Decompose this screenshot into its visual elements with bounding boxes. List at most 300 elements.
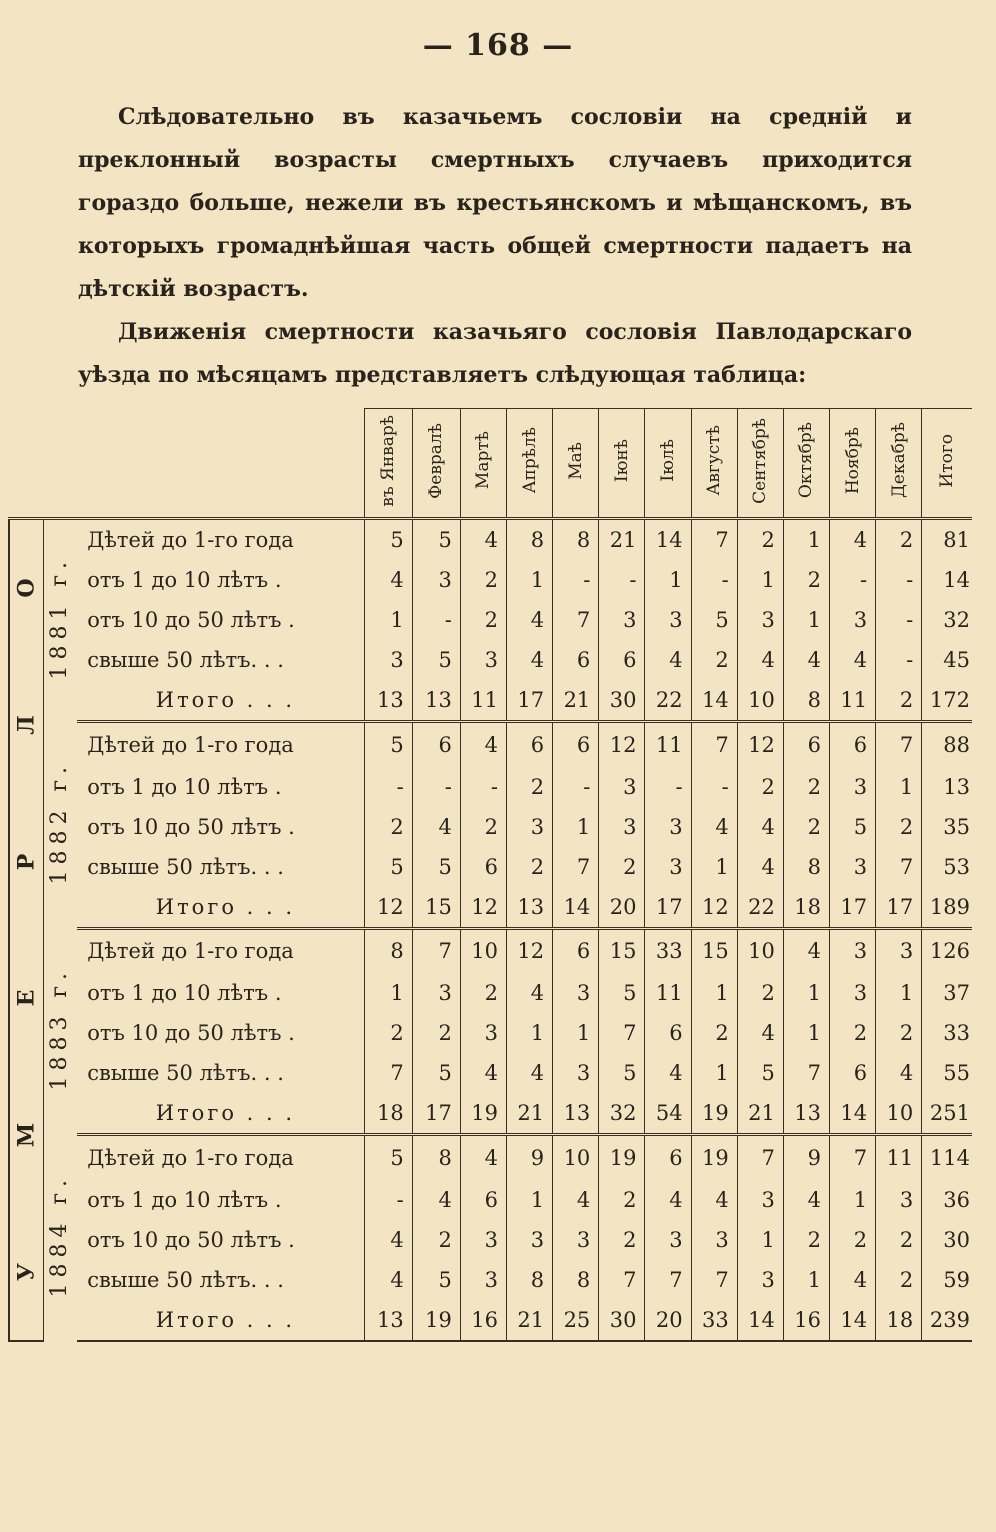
table-row [9, 807, 972, 847]
month-header [691, 409, 737, 519]
table-cell: 30 [922, 1220, 972, 1260]
table-row [9, 640, 972, 680]
table-cell: 4 [364, 560, 412, 600]
table-cell: 2 [876, 1220, 922, 1260]
table-cell: 88 [922, 722, 972, 767]
table-cell: 12 [460, 887, 506, 929]
table-cell: - [553, 767, 599, 807]
table-cell: 1 [507, 560, 553, 600]
table-row [9, 1220, 972, 1260]
year-label [43, 928, 77, 1135]
table-row [9, 519, 972, 561]
table-cell: 1 [364, 600, 412, 640]
table-cell: 1 [645, 560, 691, 600]
table-cell: 5 [737, 1053, 783, 1093]
table-cell: 2 [737, 767, 783, 807]
month-header [599, 409, 645, 519]
table-cell: - [553, 560, 599, 600]
table-cell: 16 [460, 1300, 506, 1341]
month-header-label: Декабрѣ [888, 422, 909, 499]
table-cell: 15 [691, 928, 737, 973]
table-cell: 4 [691, 1180, 737, 1220]
month-header [737, 409, 783, 519]
table-cell: 17 [645, 887, 691, 929]
table-cell: 11 [460, 680, 506, 722]
table-cell: 11 [876, 1135, 922, 1180]
table-cell: 1 [507, 1013, 553, 1053]
table-cell: 14 [553, 887, 599, 929]
table-cell: 4 [830, 519, 876, 561]
table-cell: 6 [553, 640, 599, 680]
table-cell: 3 [830, 767, 876, 807]
table-cell: 1 [553, 807, 599, 847]
table-cell: 10 [737, 928, 783, 973]
table-cell: 2 [364, 807, 412, 847]
table-cell: 5 [412, 847, 460, 887]
table-row [9, 847, 972, 887]
month-header [460, 409, 506, 519]
table-cell: 10 [553, 1135, 599, 1180]
table-cell: 6 [783, 722, 829, 767]
side-label-letter: О [13, 578, 40, 598]
table-cell: 114 [922, 1135, 972, 1180]
table-cell: 6 [460, 847, 506, 887]
table-cell: 7 [691, 519, 737, 561]
table-cell: 17 [876, 887, 922, 929]
table-cell: 59 [922, 1260, 972, 1300]
month-header-label: Маѣ [565, 441, 586, 480]
month-header-label: Октябрѣ [796, 422, 817, 499]
table-cell: 2 [876, 1013, 922, 1053]
month-header-label: Іюнѣ [611, 438, 632, 483]
table-cell: 4 [507, 1053, 553, 1093]
month-header [645, 409, 691, 519]
table-cell: - [364, 767, 412, 807]
age-group-label: свыше 50 лѣтъ. . . [87, 1061, 284, 1086]
table-cell: 2 [691, 1013, 737, 1053]
table-cell: - [460, 767, 506, 807]
table-cell: 8 [553, 1260, 599, 1300]
row-total-label: Итого . . . [77, 1300, 364, 1341]
table-cell: 7 [691, 1260, 737, 1300]
table-row [9, 600, 972, 640]
table-cell: 1 [364, 973, 412, 1013]
table-cell: 4 [876, 1053, 922, 1093]
table-cell: 7 [553, 600, 599, 640]
table-cell: 1 [507, 1180, 553, 1220]
table-cell: 2 [460, 600, 506, 640]
table-cell: 3 [830, 928, 876, 973]
age-group-label: Дѣтей до 1-го года [87, 1146, 294, 1171]
mortality-table [8, 408, 972, 1342]
table-cell: 3 [599, 600, 645, 640]
month-header-label: Іюлѣ [658, 439, 678, 482]
table-cell: 2 [783, 807, 829, 847]
table-row [9, 1180, 972, 1220]
table-cell: 2 [599, 1180, 645, 1220]
age-group-label: Дѣтей до 1-го года [87, 732, 294, 757]
table-cell: 5 [412, 519, 460, 561]
table-cell: 14 [922, 560, 972, 600]
table-cell: 12 [364, 887, 412, 929]
table-cell: 4 [783, 640, 829, 680]
table-cell: 1 [737, 560, 783, 600]
table-cell: 7 [599, 1260, 645, 1300]
table-cell: 2 [737, 973, 783, 1013]
table-cell: 12 [691, 887, 737, 929]
table-cell: 3 [460, 1013, 506, 1053]
table-cell: 2 [830, 1220, 876, 1260]
table-cell: 5 [412, 640, 460, 680]
table-cell: 20 [645, 1300, 691, 1341]
table-cell: 19 [412, 1300, 460, 1341]
table-row [9, 887, 972, 929]
month-header [922, 409, 972, 519]
table-cell: 7 [691, 722, 737, 767]
table-row [9, 1260, 972, 1300]
table-cell: 10 [737, 680, 783, 722]
table-cell: - [412, 600, 460, 640]
table-cell: 5 [364, 519, 412, 561]
table-cell: 7 [783, 1053, 829, 1093]
table-cell: 6 [553, 722, 599, 767]
table-cell: 18 [783, 887, 829, 929]
table-cell: 3 [691, 1220, 737, 1260]
table-cell: 14 [691, 680, 737, 722]
side-label-uyezd [9, 519, 43, 1342]
table-cell: 7 [599, 1013, 645, 1053]
row-total-label: Итого . . . [77, 680, 364, 722]
table-cell: 4 [507, 640, 553, 680]
table-cell: 4 [460, 1053, 506, 1093]
table-cell: 19 [460, 1093, 506, 1135]
table-cell: 4 [507, 600, 553, 640]
table-cell: - [645, 767, 691, 807]
age-group-label: свыше 50 лѣтъ. . . [87, 648, 284, 672]
table-row [9, 1300, 972, 1341]
table-cell: 12 [599, 722, 645, 767]
table-cell: 33 [922, 1013, 972, 1053]
table-cell: 18 [876, 1300, 922, 1341]
mortality-table-container [8, 408, 972, 1342]
table-cell: 172 [922, 680, 972, 722]
table-cell: 7 [364, 1053, 412, 1093]
table-cell: 3 [599, 767, 645, 807]
month-header [783, 409, 829, 519]
table-cell: 5 [599, 1053, 645, 1093]
table-cell: 4 [830, 640, 876, 680]
table-cell: 6 [507, 722, 553, 767]
table-cell: 13 [507, 887, 553, 929]
age-group-label: отъ 10 до 50 лѣтъ . [87, 1228, 295, 1252]
table-cell: 9 [783, 1135, 829, 1180]
table-cell: 3 [553, 973, 599, 1013]
table-cell: 3 [737, 1260, 783, 1300]
table-cell: 7 [553, 847, 599, 887]
table-cell: 2 [364, 1013, 412, 1053]
table-cell: 8 [412, 1135, 460, 1180]
table-cell: 9 [507, 1135, 553, 1180]
table-cell: 1 [691, 1053, 737, 1093]
table-cell: 21 [737, 1093, 783, 1135]
age-group-label: отъ 10 до 50 лѣтъ . [87, 608, 295, 632]
table-cell: 5 [364, 847, 412, 887]
table-cell: 13 [364, 1300, 412, 1341]
table-cell: 5 [412, 1053, 460, 1093]
table-cell: 1 [691, 973, 737, 1013]
table-cell: 21 [507, 1300, 553, 1341]
table-cell: 55 [922, 1053, 972, 1093]
table-cell: 2 [830, 1013, 876, 1053]
table-cell: 4 [645, 1053, 691, 1093]
table-cell: 11 [645, 722, 691, 767]
table-cell: 3 [645, 847, 691, 887]
table-row [9, 1013, 972, 1053]
table-cell: 13 [783, 1093, 829, 1135]
table-cell: 2 [599, 847, 645, 887]
table-cell: - [830, 560, 876, 600]
table-cell: 6 [553, 928, 599, 973]
month-header [412, 409, 460, 519]
table-cell: 4 [645, 640, 691, 680]
table-cell: 18 [364, 1093, 412, 1135]
table-cell: 22 [737, 887, 783, 929]
table-cell: 1 [553, 1013, 599, 1053]
table-cell: 4 [830, 1260, 876, 1300]
table-cell: 3 [599, 807, 645, 847]
table-row [9, 1093, 972, 1135]
side-label-letter: Р [13, 853, 40, 870]
table-cell: 6 [412, 722, 460, 767]
table-cell: 32 [599, 1093, 645, 1135]
age-group-label: свыше 50 лѣтъ. . . [87, 854, 284, 879]
table-cell: 2 [507, 767, 553, 807]
table-row [9, 722, 972, 767]
table-cell: - [412, 767, 460, 807]
table-cell: 5 [412, 1260, 460, 1300]
table-cell: 8 [364, 928, 412, 973]
table-cell: 14 [645, 519, 691, 561]
table-cell: 8 [553, 519, 599, 561]
table-cell: 2 [691, 640, 737, 680]
table-cell: 239 [922, 1300, 972, 1341]
table-cell: 13 [412, 680, 460, 722]
table-cell: 54 [645, 1093, 691, 1135]
table-cell: 2 [783, 767, 829, 807]
table-cell: 4 [364, 1220, 412, 1260]
table-row [9, 973, 972, 1013]
table-cell: 13 [553, 1093, 599, 1135]
table-cell: 33 [645, 928, 691, 973]
age-group-label: отъ 1 до 10 лѣтъ . [87, 568, 282, 592]
table-cell: 10 [876, 1093, 922, 1135]
table-cell: 4 [553, 1180, 599, 1220]
table-cell: 4 [460, 519, 506, 561]
table-cell: 10 [460, 928, 506, 973]
table-cell: 4 [783, 1180, 829, 1220]
side-label-letter: Л [13, 715, 40, 735]
table-cell: - [599, 560, 645, 600]
age-group-label: отъ 10 до 50 лѣтъ . [87, 1021, 295, 1046]
age-group-label: отъ 1 до 10 лѣтъ . [87, 1188, 282, 1212]
table-cell: 37 [922, 973, 972, 1013]
table-cell: 5 [364, 1135, 412, 1180]
table-cell: 21 [599, 519, 645, 561]
table-cell: 3 [460, 1220, 506, 1260]
month-header-label: Итого [937, 433, 958, 488]
side-label-letter: У [13, 1262, 40, 1281]
month-header [876, 409, 922, 519]
table-cell: 2 [783, 1220, 829, 1260]
table-cell: 2 [412, 1220, 460, 1260]
table-cell: 2 [460, 807, 506, 847]
year-label-text: 1884 г. [47, 1173, 73, 1298]
table-cell: 6 [830, 1053, 876, 1093]
table-cell: 22 [645, 680, 691, 722]
table-cell: 20 [599, 887, 645, 929]
age-group-label: отъ 1 до 10 лѣтъ . [87, 774, 282, 799]
table-cell: 4 [364, 1260, 412, 1300]
table-cell: 7 [876, 847, 922, 887]
table-cell: 3 [553, 1053, 599, 1093]
table-cell: 2 [507, 847, 553, 887]
table-cell: 4 [507, 973, 553, 1013]
month-header-row [9, 409, 972, 519]
table-cell: 3 [460, 1260, 506, 1300]
year-label-text: 1883 г. [47, 967, 73, 1091]
table-cell: 7 [876, 722, 922, 767]
table-cell: 8 [507, 1260, 553, 1300]
table-row [9, 1135, 972, 1180]
table-cell: 2 [412, 1013, 460, 1053]
month-header-label: въ Январѣ [378, 414, 399, 507]
table-cell: 3 [412, 973, 460, 1013]
table-cell: 15 [599, 928, 645, 973]
month-header-label: Сентябрѣ [750, 417, 771, 504]
table-cell: 21 [553, 680, 599, 722]
table-cell: 6 [460, 1180, 506, 1220]
table-cell: 14 [830, 1300, 876, 1341]
paragraph-table-intro: Движенія смертности казачьяго сословія Павлодарскаго уѣзда по мѣсяцамъ представляетъ слѣдующая таблица: [78, 319, 912, 388]
table-cell: 17 [830, 887, 876, 929]
table-cell: 19 [599, 1135, 645, 1180]
table-cell: 3 [830, 973, 876, 1013]
side-label-letter: Е [13, 989, 40, 1007]
table-cell: 45 [922, 640, 972, 680]
age-group-label: свыше 50 лѣтъ. . . [87, 1268, 284, 1292]
table-cell: 7 [830, 1135, 876, 1180]
month-header-label: Августѣ [704, 425, 725, 496]
table-cell: 2 [783, 560, 829, 600]
table-cell: 3 [830, 847, 876, 887]
table-cell: 19 [691, 1135, 737, 1180]
table-cell: 3 [507, 1220, 553, 1260]
table-cell: - [876, 600, 922, 640]
age-group-label: Дѣтей до 1-го года [87, 939, 294, 964]
table-cell: 21 [507, 1093, 553, 1135]
table-cell: 5 [830, 807, 876, 847]
year-label [43, 1135, 77, 1341]
table-cell: 17 [507, 680, 553, 722]
table-cell: 1 [783, 600, 829, 640]
table-row [9, 1053, 972, 1093]
page-number: — 168 — [422, 28, 574, 63]
table-cell: 6 [645, 1013, 691, 1053]
table-cell: 5 [691, 600, 737, 640]
table-cell: 2 [737, 519, 783, 561]
month-header [507, 409, 553, 519]
table-cell: 7 [645, 1260, 691, 1300]
side-label-letter: М [13, 1122, 40, 1148]
header-corner [9, 409, 364, 519]
month-header [364, 409, 412, 519]
table-cell: - [691, 560, 737, 600]
table-cell: 32 [922, 600, 972, 640]
table-cell: 2 [599, 1220, 645, 1260]
table-cell: 4 [412, 807, 460, 847]
table-cell: 3 [830, 600, 876, 640]
row-total-label: Итого . . . [77, 1093, 364, 1135]
table-cell: 19 [691, 1093, 737, 1135]
table-cell: 251 [922, 1093, 972, 1135]
table-cell: 8 [783, 680, 829, 722]
table-cell: 25 [553, 1300, 599, 1341]
table-row [9, 767, 972, 807]
table-cell: 4 [737, 807, 783, 847]
table-cell: 35 [922, 807, 972, 847]
table-cell: 126 [922, 928, 972, 973]
table-cell: 4 [783, 928, 829, 973]
table-cell: 6 [599, 640, 645, 680]
table-cell: 3 [876, 1180, 922, 1220]
table-cell: 2 [876, 1260, 922, 1300]
table-cell: 1 [876, 973, 922, 1013]
table-cell: 3 [737, 600, 783, 640]
table-cell: 12 [507, 928, 553, 973]
year-label-text: 1882 г. [47, 760, 73, 885]
month-header-label: Февралѣ [426, 422, 447, 499]
table-cell: 12 [737, 722, 783, 767]
table-cell: 53 [922, 847, 972, 887]
year-label [43, 722, 77, 929]
year-label [43, 519, 77, 722]
table-cell: 2 [876, 807, 922, 847]
table-cell: 16 [783, 1300, 829, 1341]
table-cell: 30 [599, 680, 645, 722]
table-cell: 5 [599, 973, 645, 1013]
table-cell: 8 [507, 519, 553, 561]
table-cell: 3 [507, 807, 553, 847]
month-header-label: Апрѣлѣ [519, 427, 540, 494]
table-cell: 3 [645, 600, 691, 640]
table-cell: 11 [645, 973, 691, 1013]
age-group-label: отъ 1 до 10 лѣтъ . [87, 981, 282, 1006]
table-cell: 1 [876, 767, 922, 807]
table-cell: 6 [830, 722, 876, 767]
month-header-label: Ноябрѣ [842, 426, 863, 495]
table-cell: 1 [783, 1013, 829, 1053]
table-cell: 4 [737, 640, 783, 680]
table-cell: 7 [412, 928, 460, 973]
table-cell: 3 [645, 807, 691, 847]
row-total-label: Итого . . . [77, 887, 364, 929]
month-header-label: Мартѣ [473, 431, 494, 490]
table-cell: 3 [412, 560, 460, 600]
table-cell: - [364, 1180, 412, 1220]
table-cell: 15 [412, 887, 460, 929]
table-cell: 14 [737, 1300, 783, 1341]
age-group-label: Дѣтей до 1-го года [87, 528, 294, 552]
